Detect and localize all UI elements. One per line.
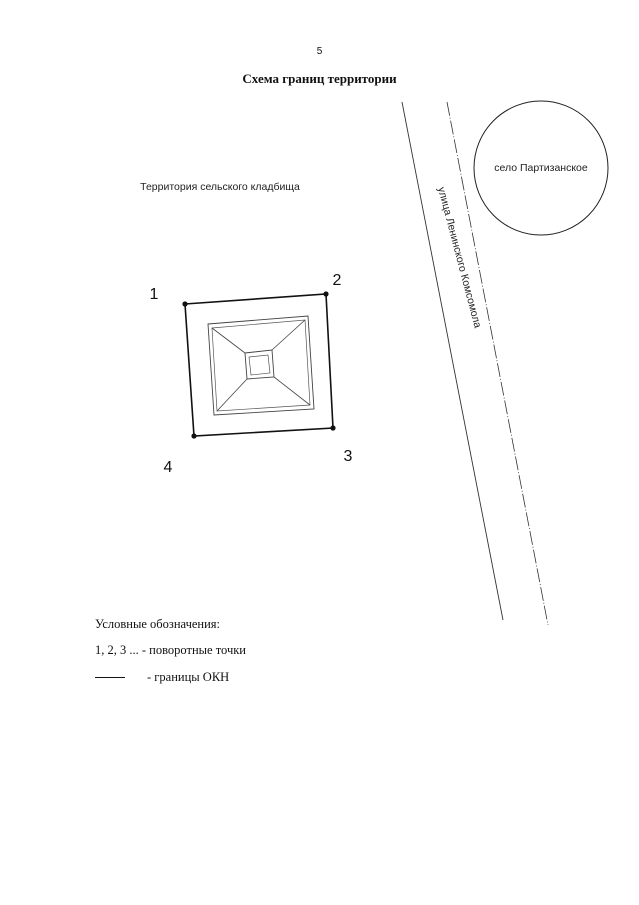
structure-inner-inner-line: [249, 355, 270, 375]
structure-diagonal-br: [274, 377, 310, 405]
street-edge-right: [447, 102, 548, 625]
turning-point-4-label: 4: [163, 459, 173, 476]
turning-point-1-marker: [182, 301, 187, 306]
structure-diagonal-bl: [217, 379, 247, 411]
structure-diagonal-tl: [212, 328, 245, 353]
territory-label: Территория сельского кладбища: [140, 181, 300, 193]
turning-point-1-label: 1: [149, 286, 159, 303]
legend-points-text: 1, 2, 3 ... - поворотные точки: [95, 643, 247, 657]
turning-point-4-marker: [191, 433, 196, 438]
legend-boundary-item: [95, 670, 229, 685]
turning-point-2-label: 2: [332, 272, 342, 289]
structure-outer-inner-line: [212, 320, 310, 411]
turning-point-3-label: 3: [343, 448, 353, 465]
street-edge-left: [402, 102, 503, 620]
page-number: 5: [316, 46, 323, 57]
structure-diagonal-tr: [272, 320, 305, 350]
turning-point-2-marker: [323, 291, 328, 296]
scheme-title: Схема границ территории: [242, 71, 397, 86]
street-label: улица Ленинского Комсомола: [435, 185, 484, 330]
village-label: село Партизанское: [494, 162, 588, 174]
structure-outer-line: [208, 316, 314, 415]
structure-inner-line: [245, 350, 274, 379]
legend-boundary-text: - границы ОКН: [147, 670, 230, 684]
legend-boundary-line-sample: [95, 677, 125, 678]
legend-heading: Условные обозначения:: [95, 617, 221, 631]
turning-point-3-marker: [330, 425, 335, 430]
